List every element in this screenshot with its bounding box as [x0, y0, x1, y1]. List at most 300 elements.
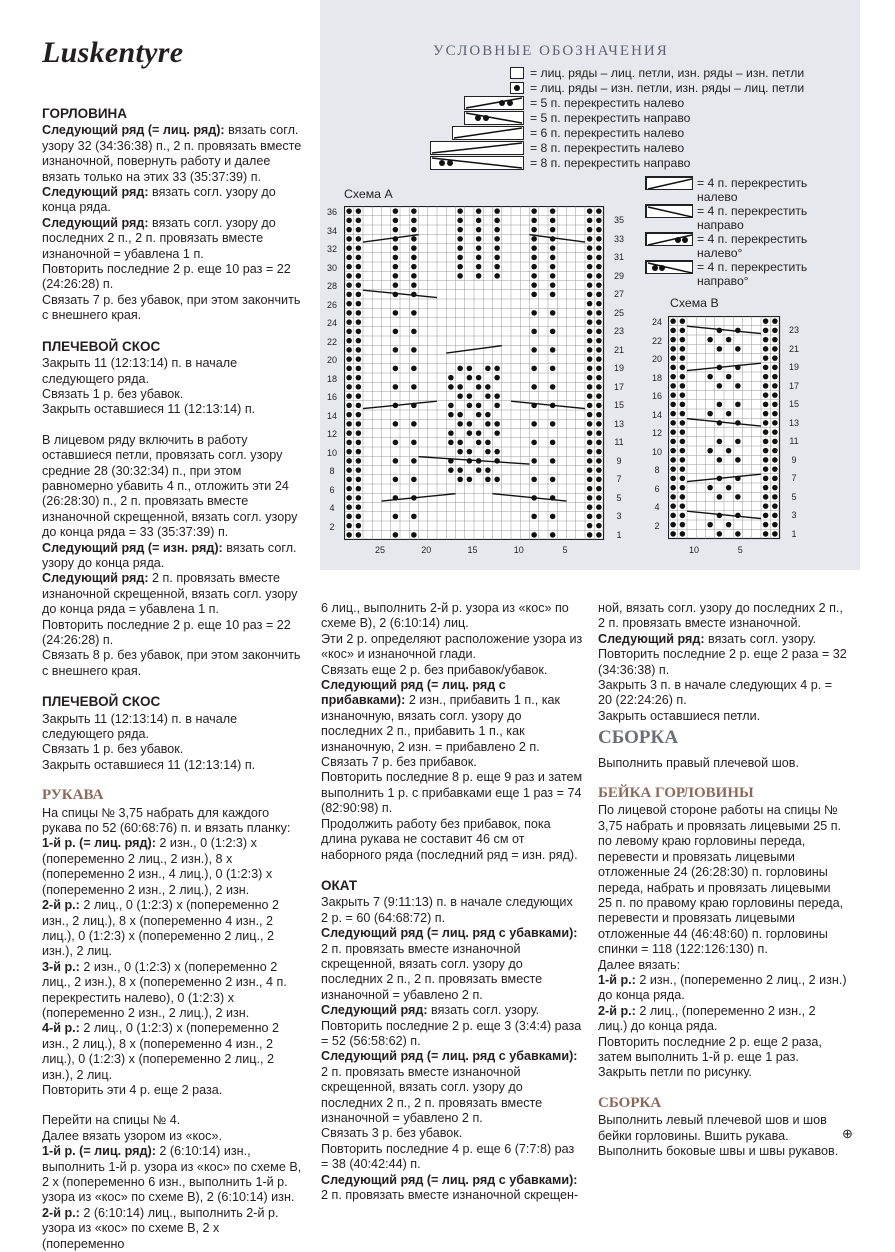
- purl-dot: [346, 227, 352, 233]
- legend-text: = 4 п. перекрестить направо°: [697, 260, 808, 288]
- purl-dot: [587, 319, 593, 325]
- label: Следующий ряд:: [598, 631, 705, 646]
- purl-dot: [531, 477, 537, 483]
- purl-dot: [772, 494, 778, 500]
- axis-label: 20: [326, 355, 337, 365]
- paragraph: Продолжить работу без прибавок, пока длина рукава не составит 46 см от наборного ряда (последний ряд = изн. ряд).: [321, 816, 578, 862]
- purl-dot: [735, 346, 741, 352]
- purl-dot: [467, 393, 473, 399]
- purl-dot: [670, 420, 676, 426]
- purl-dot: [393, 458, 399, 464]
- axis-label: 5: [562, 545, 568, 555]
- purl-dot: [411, 384, 417, 390]
- axis-label: 18: [651, 372, 662, 383]
- purl-dot: [411, 532, 417, 538]
- purl-dot: [393, 477, 399, 483]
- purl-dot: [763, 494, 769, 500]
- purl-dot: [485, 421, 491, 427]
- purl-dot: [680, 392, 686, 398]
- text: 2 п. провязать вместе изнаночной скрещенной, вязать согл. узору до последних 2 п., 2 п. провязать вместе изнаночной = убавлено 2 п.: [321, 941, 543, 1002]
- purl-dot: [346, 236, 352, 242]
- purl-dot: [476, 384, 482, 390]
- purl-dot: [346, 523, 352, 529]
- paragraph: Закрыть 11 (12:13:14) п. в начале следующего ряда.: [42, 711, 238, 742]
- axis-label: 22: [326, 336, 337, 347]
- purl-dot: [587, 236, 593, 242]
- purl-dot: [772, 346, 778, 352]
- purl-dot: [735, 531, 741, 537]
- paragraph: [598, 632, 848, 647]
- paragraph: Закрыть оставшиеся 11 (12:13:14) п.: [42, 757, 256, 772]
- purl-dot: [356, 412, 362, 418]
- purl-dot: [411, 514, 417, 520]
- paragraph: Повторить последние 2 р. еще 2 раза = 32 (34:36:38) п.: [598, 647, 847, 677]
- text: 2 изн., (попеременно 2 лиц., 2 изн.) до конца ряда.: [598, 972, 847, 1003]
- purl-dot: [457, 393, 463, 399]
- text: 2 изн., прибавить 1 п., как изнаночную, вязать согл. узору до последних 2 п., прибавить 1 п., как изнаночную, 2 изн. = прибавлено 2 п.: [321, 693, 561, 754]
- purl-dot: [772, 328, 778, 334]
- purl-dot: [356, 319, 362, 325]
- purl-dot: [356, 449, 362, 455]
- purl-dot: [485, 366, 491, 372]
- axis-label: 32: [326, 244, 337, 254]
- purl-dot: [393, 227, 399, 233]
- purl-dot: [476, 255, 482, 261]
- purl-dot: [680, 383, 686, 389]
- legend-row-8-right: [430, 156, 690, 170]
- paragraph: [42, 898, 304, 960]
- axis-label: 2: [329, 521, 335, 532]
- label: Следующий ряд (= лиц. ряд с прибавками):: [321, 678, 506, 708]
- axis-label: 24: [326, 318, 337, 328]
- purl-dot: [411, 227, 417, 233]
- chart-a-title: Схема А: [344, 187, 393, 201]
- axis-label: 30: [326, 262, 337, 273]
- purl-dot: [596, 292, 602, 298]
- purl-dot: [763, 318, 769, 324]
- purl-dot: [346, 495, 352, 501]
- axis-label: 33: [613, 233, 624, 244]
- section-assembly-2: СБОРКА: [598, 1094, 662, 1111]
- purl-dot: [763, 429, 769, 435]
- purl-dot: [763, 448, 769, 454]
- purl-dot: [448, 375, 454, 381]
- purl-dot: [550, 329, 556, 335]
- purl-dot: [494, 255, 500, 261]
- axis-label: 11: [614, 437, 624, 447]
- purl-dot: [680, 420, 686, 426]
- end-mark-icon: ⊕: [842, 1126, 853, 1141]
- purl-dot: [411, 236, 417, 242]
- purl-dot: [587, 403, 593, 409]
- purl-dot: [763, 439, 769, 445]
- label: Следующий ряд (= лиц. ряд с убавками):: [321, 926, 578, 941]
- purl-dot: [680, 494, 686, 500]
- purl-dot: [735, 457, 741, 463]
- purl-dot: [448, 430, 454, 436]
- purl-dot: [772, 429, 778, 435]
- purl-dot: [596, 366, 602, 372]
- purl-dot: [726, 411, 732, 417]
- purl-dot: [356, 523, 362, 529]
- purl-dot: [467, 375, 473, 381]
- purl-dot: [596, 514, 602, 520]
- axis-label: 17: [613, 381, 624, 392]
- label: 1-й р. (= лиц. ряд):: [42, 836, 156, 851]
- axis-label: 15: [613, 400, 624, 410]
- purl-dot: [596, 477, 602, 483]
- paragraph: Связать 3 р. без убавок.: [321, 1126, 463, 1141]
- purl-dot: [346, 292, 352, 298]
- text: 2 (6:10:14) лиц., выполнить 2-й р. узора из «кос» по схеме В, 2 х (попеременно: [42, 1205, 279, 1251]
- purl-dot: [531, 282, 537, 288]
- purl-dot: [550, 532, 556, 538]
- purl-dot: [717, 420, 723, 426]
- purl-dot: [346, 504, 352, 510]
- label: Следующий ряд:: [42, 571, 149, 586]
- text: 2 лиц., 0 (1:2:3) х (попеременно 2 изн., 2 лиц.), 8 х (попеременно 4 изн., 2 лиц.), 0 (1:2:3) х (попеременно 2 лиц., 2 изн.), 2 лиц.: [42, 1021, 280, 1082]
- purl-dot: [476, 440, 482, 446]
- legend-text: = 4 п. перекрестить налево: [697, 176, 808, 204]
- purl-dot: [596, 282, 602, 288]
- purl-dot: [356, 458, 362, 464]
- paragraph: Связать 8 р. без убавок, при этом закончить с внешнего края.: [42, 648, 301, 678]
- purl-dot: [587, 495, 593, 501]
- purl-dot: [550, 208, 556, 214]
- purl-dot: [346, 532, 352, 538]
- purl-dot: [587, 292, 593, 298]
- purl-dot: [393, 366, 399, 372]
- axis-label: 10: [651, 446, 662, 457]
- purl-dot: [531, 218, 537, 224]
- purl-dot: [550, 292, 556, 298]
- axis-label: 23: [788, 325, 799, 335]
- paragraph: Повторить последние 2 р. еще 2 раза, затем выполнить 1-й р. еще 1 раз.: [598, 1034, 822, 1064]
- purl-dot: [457, 467, 463, 473]
- purl-dot: [772, 513, 778, 519]
- purl-dot: [346, 245, 352, 251]
- purl-dot: [356, 338, 362, 344]
- purl-dot: [763, 328, 769, 334]
- section-assembly: СБОРКА: [598, 727, 679, 749]
- axis-label: 14: [651, 409, 662, 420]
- purl-dot: [346, 347, 352, 353]
- purl-dot: [411, 273, 417, 279]
- purl-dot: [467, 403, 473, 409]
- purl-dot: [587, 282, 593, 288]
- purl-dot: [411, 264, 417, 270]
- purl-dot: [531, 458, 537, 464]
- paragraph: Далее вязать:: [598, 957, 681, 972]
- purl-dot: [550, 347, 556, 353]
- purl-dot: [356, 245, 362, 251]
- axis-label: 4: [329, 503, 335, 513]
- purl-dot: [356, 495, 362, 501]
- purl-dot: [356, 384, 362, 390]
- purl-dot: [587, 514, 593, 520]
- purl-dot: [356, 403, 362, 409]
- purl-dot: [457, 384, 463, 390]
- paragraph: [598, 973, 848, 1004]
- purl-dot: [670, 355, 676, 361]
- purl-dot: [550, 227, 556, 233]
- purl-dot: [476, 403, 482, 409]
- purl-dot: [587, 375, 593, 381]
- purl-dot: [670, 531, 676, 537]
- purl-dot: [707, 485, 713, 491]
- purl-dot: [356, 486, 362, 492]
- purl-dot: [550, 245, 556, 251]
- purl-dot: [587, 449, 593, 455]
- paragraph: Связать 7 р. без прибавок.: [321, 755, 477, 770]
- purl-dot: [596, 467, 602, 473]
- purl-dot: [448, 467, 454, 473]
- purl-dot: [531, 255, 537, 261]
- purl-dot: [346, 467, 352, 473]
- axis-label: 34: [326, 225, 337, 236]
- purl-dot: [494, 227, 500, 233]
- purl-dot: [485, 440, 491, 446]
- legend-row-5-right: [430, 111, 690, 125]
- purl-dot: [726, 374, 732, 380]
- paragraph: [321, 926, 583, 1003]
- purl-dot: [596, 440, 602, 446]
- purl-dot: [346, 384, 352, 390]
- purl-dot: [346, 282, 352, 288]
- purl-dot: [393, 292, 399, 298]
- purl-dot: [763, 392, 769, 398]
- paragraph: Связать еще 2 р. без прибавок/убавок.: [321, 662, 548, 677]
- paragraph: Выполнить правый плечевой шов.: [598, 755, 799, 770]
- purl-dot: [772, 476, 778, 482]
- purl-dot: [587, 467, 593, 473]
- axis-label: 18: [326, 373, 337, 384]
- axis-label: 25: [613, 307, 624, 318]
- purl-dot: [587, 329, 593, 335]
- text: 2 изн., 0 (1:2:3) х (попеременно 2 лиц., 2 изн.), 8 х (попеременно 2 изн., 4 п. перекрестить налево), 0 (1:2:3) х (попеременно 2 изн., 2 лиц.), 2 изн.: [42, 959, 287, 1020]
- purl-dot: [772, 485, 778, 491]
- purl-dot: [448, 440, 454, 446]
- purl-dot: [772, 383, 778, 389]
- purl-dot: [596, 310, 602, 316]
- purl-dot: [772, 457, 778, 463]
- purl-dot: [587, 421, 593, 427]
- text: вязать согл. узору.: [704, 631, 817, 646]
- text: вязать согл. узору 32 (34:36:38) п., 2 п. провязать вместе изнаночной, повернуть работу и далее вязать только на этих 33 (35:37:39) п.: [42, 123, 302, 184]
- purl-dot: [356, 514, 362, 520]
- purl-dot: [550, 218, 556, 224]
- paragraph: Повторить последние 2 р. еще 10 раз = 22 (24:26:28) п.: [42, 262, 291, 292]
- axis-label: 7: [616, 474, 622, 484]
- text: 2 лиц., 0 (1:2:3) х (попеременно 2 изн., 2 лиц.), 8 х (попеременно 4 изн., 2 лиц.), 0 (1:2:3) х (попеременно 2 лиц., 2 изн.), 2 лиц.: [42, 898, 280, 959]
- purl-dot: [772, 374, 778, 380]
- purl-dot: [411, 208, 417, 214]
- purl-dot: [596, 356, 602, 362]
- purl-dot: [494, 458, 500, 464]
- paragraph: По лицевой стороне работы на спицы № 3,75 набрать и провязать лицевыми 25 п. по левому краю горловины переда, перевести и провязать лицевыми отложенные 24 (26:28:30) п. горловины переда, набрать и провязать лицевыми 25 п. по правому краю горловины переда, перевести и провязать лицевыми отложенные 44 (46:48:60) п. горловины спинки = 118 (122:126:130) п.: [598, 803, 844, 957]
- axis-label: 16: [651, 391, 662, 401]
- purl-dot: [772, 318, 778, 324]
- purl-dot: [531, 208, 537, 214]
- legend-row-5-left: [430, 96, 684, 110]
- purl-dot: [346, 403, 352, 409]
- purl-dot: [735, 494, 741, 500]
- purl-dot: [596, 384, 602, 390]
- purl-dot: [596, 458, 602, 464]
- paragraph: В лицевом ряду включить в работу оставшиеся петли, провязать согл. узору средние 28 (30:32:34) п., при этом равномерно убавить 4 п., отложить эти 24 (26:28:30) п., 2 п. провязать вместе изнаночной скрещенной, вязать согл. узору до конца ряда = 33 (35:37:39) п.: [42, 432, 298, 540]
- knit-symbol-icon: [510, 67, 524, 79]
- purl-dot: [485, 467, 491, 473]
- purl-dot: [596, 319, 602, 325]
- paragraph: [598, 1004, 848, 1035]
- text: 2 изн., 0 (1:2:3) х (попеременно 2 лиц., 2 изн.), 8 х (попеременно 2 изн., 4 лиц.), 0 (1:2:3) х (попеременно 2 изн., 2 лиц.), 2 изн.: [42, 836, 273, 897]
- cable-8-right-icon: [430, 156, 524, 170]
- purl-dot: [587, 208, 593, 214]
- purl-dot: [670, 503, 676, 509]
- purl-dot: [596, 329, 602, 335]
- purl-dot: [680, 439, 686, 445]
- purl-dot: [550, 514, 556, 520]
- label: Следующий ряд (= лиц. ряд):: [42, 123, 225, 138]
- purl-dot: [670, 374, 676, 380]
- purl-dot: [531, 227, 537, 233]
- paragraph: Повторить последние 2 р. еще 3 (3:4:4) раза = 52 (56:58:62) п.: [321, 1018, 582, 1048]
- axis-label: 29: [613, 270, 624, 281]
- legend-text: = 5 п. перекрестить налево: [530, 96, 685, 110]
- legend-4-left-purl: [645, 232, 827, 260]
- purl-dot: [550, 421, 556, 427]
- purl-dot: [485, 412, 491, 418]
- purl-dot: [467, 366, 473, 372]
- cable-8-left-icon: [430, 141, 524, 155]
- purl-dot: [596, 264, 602, 270]
- purl-dot: [772, 355, 778, 361]
- paragraph: [42, 123, 304, 185]
- purl-dot: [670, 365, 676, 371]
- purl-dot: [680, 531, 686, 537]
- purl-dot: [680, 522, 686, 528]
- purl-dot: [531, 264, 537, 270]
- purl-dot: [393, 440, 399, 446]
- purl-dot: [763, 374, 769, 380]
- purl-dot: [411, 347, 417, 353]
- purl-dot: [531, 273, 537, 279]
- purl-dot: [680, 485, 686, 491]
- purl-dot: [356, 264, 362, 270]
- axis-label: 3: [616, 511, 622, 521]
- axis-label: 19: [613, 363, 624, 373]
- axis-label: 13: [613, 418, 624, 429]
- paragraph: [42, 541, 304, 572]
- purl-dot: [476, 264, 482, 270]
- chart-b-grid: [668, 316, 782, 540]
- label: 2-й р.:: [42, 898, 80, 913]
- purl-dot: [356, 532, 362, 538]
- purl-dot: [587, 393, 593, 399]
- cable-6-left-icon: [452, 126, 524, 140]
- purl-dot: [587, 384, 593, 390]
- purl-dot: [550, 384, 556, 390]
- purl-dot: [587, 264, 593, 270]
- purl-dot: [587, 366, 593, 372]
- purl-dot: [596, 421, 602, 427]
- purl-dot: [680, 476, 686, 482]
- purl-dot: [411, 440, 417, 446]
- text: 2 п. провязать вместе изнаночной скрещенной, вязать согл. узору до конца ряда = убавлена 1 п.: [42, 571, 298, 617]
- cable-5-right-icon: [464, 111, 524, 125]
- axis-label: 6: [654, 483, 660, 494]
- axis-label: 35: [613, 215, 624, 225]
- purl-dot: [680, 318, 686, 324]
- paragraph: [321, 1003, 583, 1018]
- purl-dot: [763, 420, 769, 426]
- purl-dot: [346, 375, 352, 381]
- purl-dot: [346, 412, 352, 418]
- purl-dot: [670, 513, 676, 519]
- label: Следующий ряд:: [42, 215, 149, 230]
- label: 2-й р.:: [42, 1205, 80, 1220]
- purl-dot: [531, 421, 537, 427]
- paragraph: Эти 2 р. определяют расположение узора из «кос» и изнаночной глади.: [321, 631, 583, 662]
- paragraph: Связать 1 р. без убавок.: [42, 742, 184, 757]
- legend-row-knit: [430, 66, 804, 80]
- purl-dot: [346, 421, 352, 427]
- purl-dot: [717, 402, 723, 408]
- label: Следующий ряд (= лиц. ряд с убавками):: [321, 1049, 578, 1064]
- paragraph: Закрыть оставшиеся петли.: [598, 708, 761, 723]
- purl-dot: [476, 218, 482, 224]
- purl-dot: [448, 403, 454, 409]
- purl-dot: [346, 356, 352, 362]
- purl-dot: [717, 513, 723, 519]
- purl-dot: [726, 522, 732, 528]
- purl-dot: [717, 494, 723, 500]
- purl-dot: [356, 227, 362, 233]
- purl-dot: [346, 486, 352, 492]
- purl-dot: [494, 393, 500, 399]
- label: 2-й р.:: [598, 1003, 636, 1018]
- purl-dot: [763, 355, 769, 361]
- purl-dot: [457, 477, 463, 483]
- purl-dot: [494, 366, 500, 372]
- purl-dot: [550, 477, 556, 483]
- paragraph: Повторить эти 4 р. еще 2 раза.: [42, 1082, 223, 1097]
- purl-dot: [670, 448, 676, 454]
- purl-dot: [596, 393, 602, 399]
- axis-label: 4: [654, 502, 660, 512]
- purl-dot: [356, 347, 362, 353]
- purl-dot: [346, 218, 352, 224]
- purl-dot: [772, 439, 778, 445]
- purl-dot: [457, 227, 463, 233]
- purl-dot: [346, 338, 352, 344]
- purl-dot: [596, 301, 602, 307]
- paragraph: [42, 1206, 304, 1252]
- axis-label: 21: [788, 343, 799, 354]
- axis-label: 13: [788, 417, 799, 428]
- purl-dot: [680, 503, 686, 509]
- paragraph: Закрыть 7 (9:11:13) п. в начале следующих 2 р. = 60 (64:68:72) п.: [321, 895, 573, 925]
- axis-label: 17: [788, 380, 799, 391]
- purl-dot: [717, 439, 723, 445]
- purl-dot: [550, 366, 556, 372]
- purl-dot: [393, 218, 399, 224]
- purl-dot: [550, 264, 556, 270]
- purl-dot: [356, 421, 362, 427]
- purl-dot: [587, 255, 593, 261]
- purl-dot: [346, 273, 352, 279]
- purl-dot: [393, 532, 399, 538]
